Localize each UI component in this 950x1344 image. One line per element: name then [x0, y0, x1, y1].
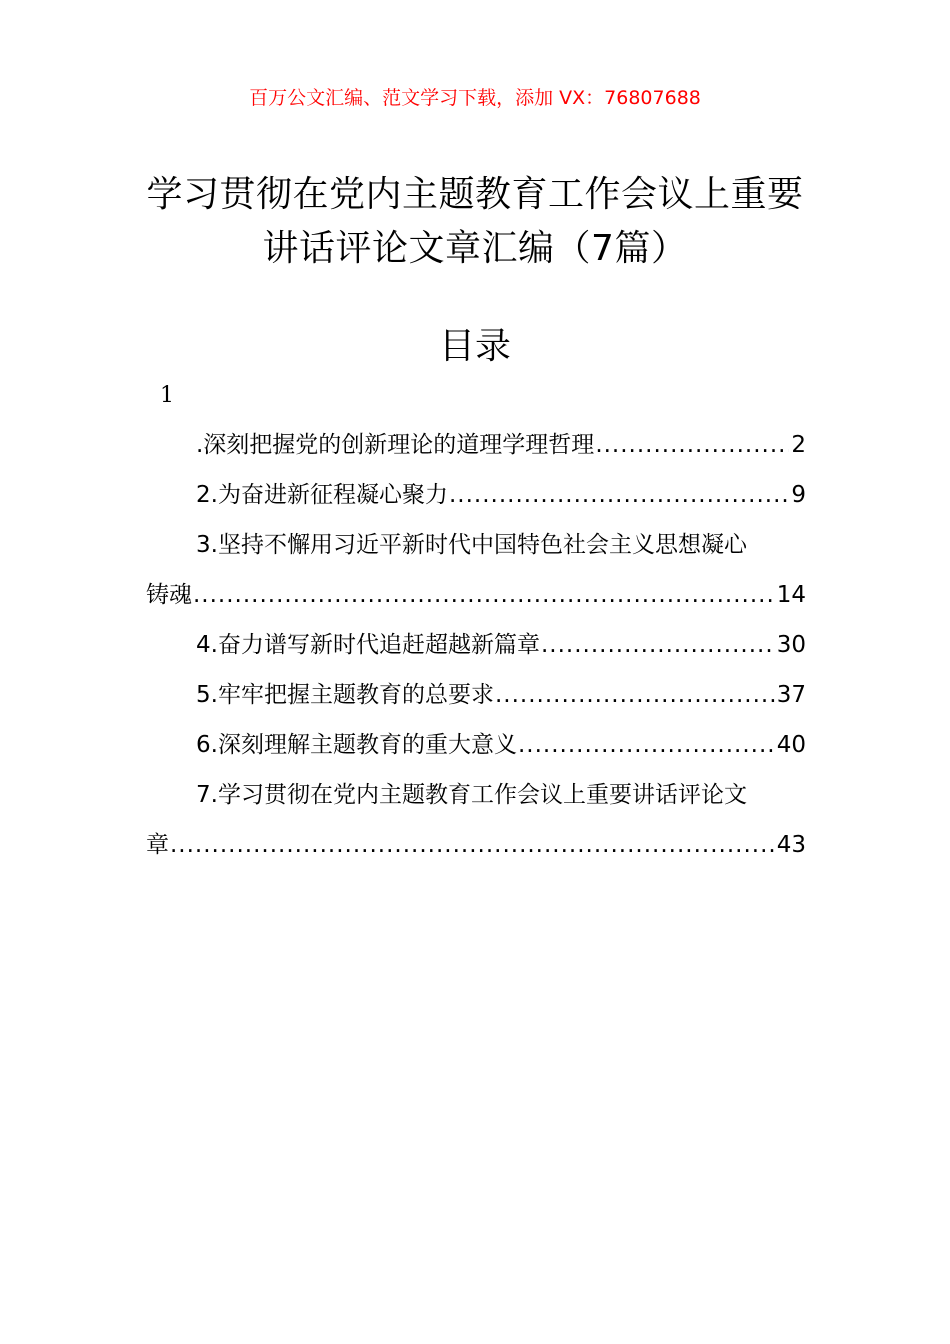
toc-entry-title: .深刻把握党的创新理论的道理学理哲理	[196, 432, 595, 458]
title-line-2: 讲话评论文章汇编（7篇）	[262, 228, 688, 269]
toc-entry-title: 4.奋力谱写新时代追赶超越新篇章	[196, 632, 540, 658]
toc-entry[interactable]	[146, 620, 806, 670]
toc-entry[interactable]	[146, 670, 806, 720]
toc-entry[interactable]	[146, 720, 806, 770]
toc-leader-dots	[449, 470, 789, 520]
toc-page-number: 30	[776, 632, 806, 658]
toc-entry-title: 6.深刻理解主题教育的重大意义	[196, 732, 517, 758]
toc-entry[interactable]	[146, 470, 806, 520]
table-of-contents	[146, 420, 806, 870]
toc-heading: 目录	[438, 326, 511, 367]
promo-banner: 百万公文汇编、范文学习下载，添加 VX：76807688	[249, 87, 701, 109]
toc-page-number: 40	[776, 732, 806, 758]
toc-leader-dots	[541, 620, 775, 670]
toc-leader-dots	[170, 820, 775, 870]
toc-leader-dots	[193, 570, 775, 620]
toc-entry-title: 2.为奋进新征程凝心聚力	[196, 482, 448, 508]
toc-leader-dots	[495, 670, 775, 720]
toc-page-number: 2	[791, 432, 806, 458]
toc-entry-title: 5.牢牢把握主题教育的总要求	[196, 682, 494, 708]
toc-entry[interactable]	[146, 520, 806, 620]
toc-entry-title-line-1: 7.学习贯彻在党内主题教育工作会议上重要讲话评论文	[196, 782, 747, 808]
toc-page-number: 14	[776, 582, 806, 608]
toc-marker: 1	[160, 383, 174, 408]
toc-page-number: 37	[776, 682, 806, 708]
toc-leader-dots	[518, 720, 775, 770]
toc-entry[interactable]	[146, 770, 806, 870]
toc-entry[interactable]	[146, 420, 806, 470]
toc-entry-title-line-2: 铸魂	[146, 582, 192, 608]
toc-entry-title-line-2: 章	[146, 832, 169, 858]
toc-page-number: 43	[776, 832, 806, 858]
document-title	[100, 168, 850, 276]
toc-entry-title-line-1: 3.坚持不懈用习近平新时代中国特色社会主义思想凝心	[196, 532, 747, 558]
title-line-1: 学习贯彻在党内主题教育工作会议上重要	[146, 174, 804, 215]
toc-leader-dots	[595, 420, 789, 470]
toc-page-number: 9	[791, 482, 806, 508]
